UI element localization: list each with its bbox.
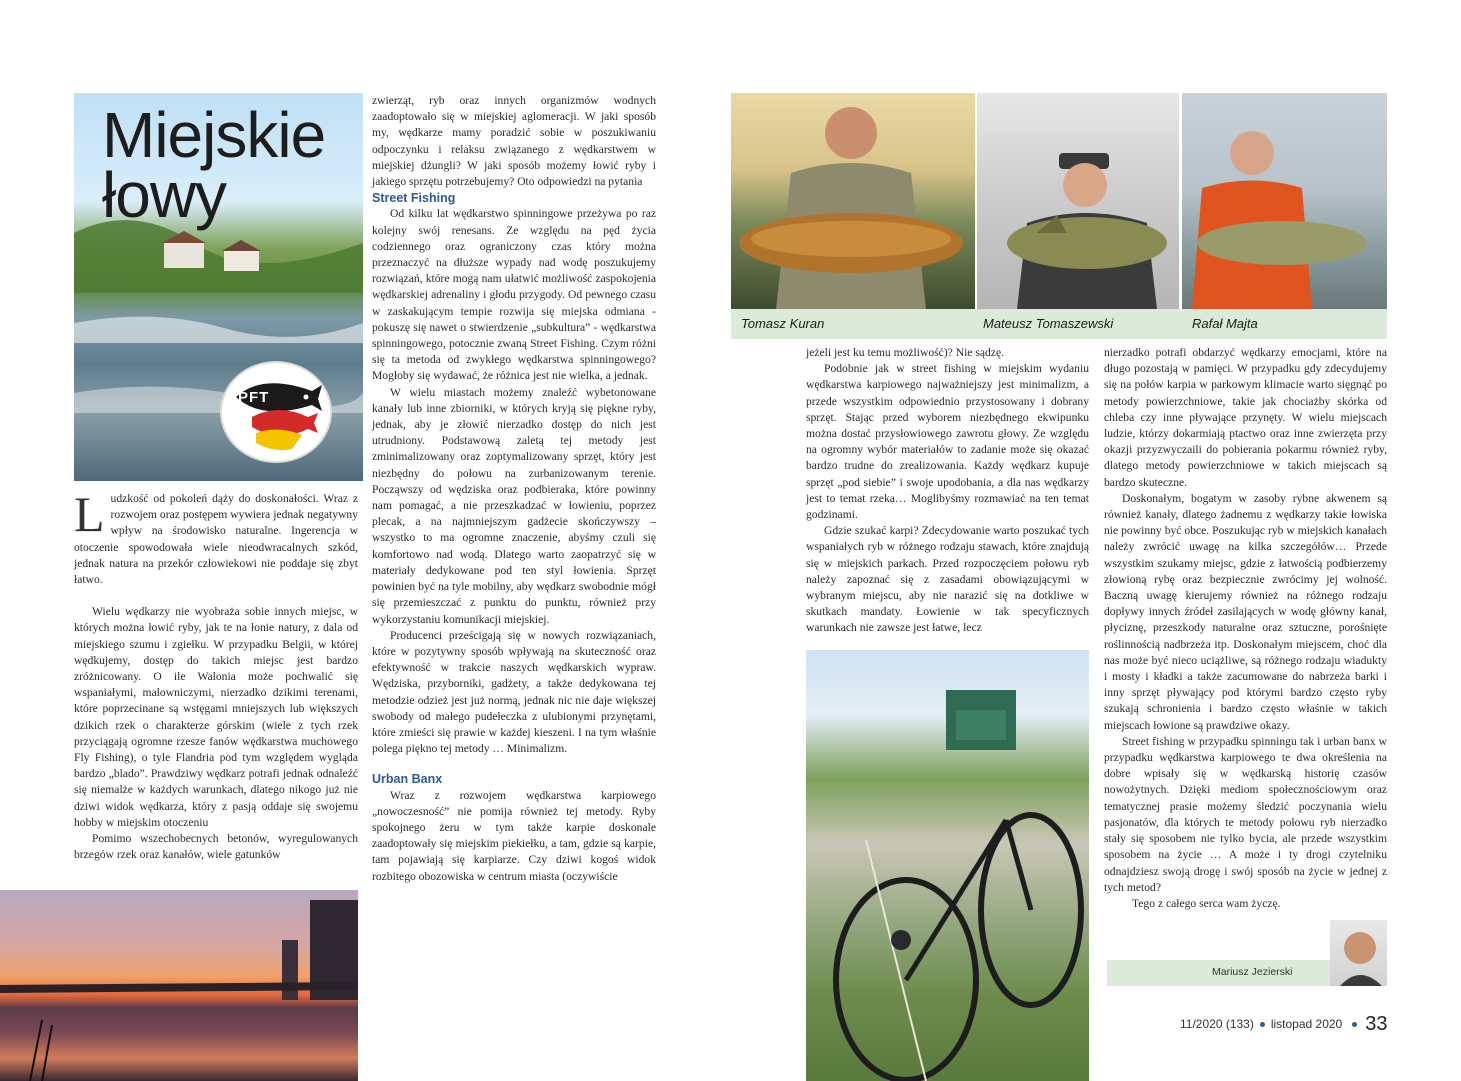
bicycle-photo: [806, 650, 1089, 1081]
author-photo: [1330, 920, 1387, 986]
angler-photo-2: [977, 93, 1179, 309]
article-title: [102, 99, 326, 231]
subheading-street-fishing: Street Fishing: [372, 191, 456, 206]
col2-paragraph-2: W wielu miastach możemy znaleźć wybetonowane kanały lub inne zbiorniki, w których kryją się piękne ryby, jednak, aby je złowić nierzadko dostęp do nich jest utrudniony. Podstawową zaletą tej metody jest zminimalizowany oraz zoptymalizowany sprzęt, który jest niezbędny do połowu na zurbanizowanym terenie. Począwszy od wędziska oraz podbieraka, które powinny nam pomagać, a nie przeszkadzać w łowieniu, poprzez plecak, a na najmniejszym gadżecie skończywszy – wszystko to ma ogromne znaczenie, abyśmy czuli się komfortowo nad wodą. Dlatego warto zaopatrzyć się w materiały dedykowane pod ten styl łowienia. Sprzęt powinien być na tyle mobilny, aby wędkarz swobodnie mógł się przemieszczać z punktu do punktu, również przy wykorzystaniu komunikacji miejskiej.: [372, 385, 656, 626]
pft-logo: [220, 361, 332, 463]
col3-paragraph-1: Podobnie jak w street fishing w miejskim wydaniu wędkarstwa karpiowego najważniejszy jest minimalizm, a przede wszystkim odpowiednio przystosowany i dobrany sprzęt. Stając przed wyborem niezbędnego ekwipunku można dostać przysłowiowego zawrotu głowy. Ze względu na ogromny wybór materiałów to zadanie może się okazać bardzo trudne do zrealizowania. Każdy wędkarz kupuje sprzęt „pod siebie” i swoje upodobania, a dla nas wędkarzy jest to temat rzeka… Moglibyśmy rozmawiać na ten temat godzinami.: [806, 362, 1089, 522]
subheading-urban-banx: Urban Banx: [372, 772, 443, 787]
col4-paragraph-3: Tego z całego serca wam życzę.: [1132, 896, 1281, 910]
logo-text: PFT: [238, 389, 270, 406]
col1-paragraph-1: Wielu wędkarzy nie wyobraża sobie innych miejsc, w których można łowić ryby, jak te na łonie natury, z dala od miejskiego szumu i zgiełku. W przypadku Belgii, w której wędkujemy, dostęp do takich miejsc jest bardzo zróżnicowany. O ile Walonia może pochwalić się wspaniałymi, malowniczymi, nierzadko dzikimi terenami, które poprzecinane są wstęgami mniejszych lub większych dzikich rzek o charakterze górskim (wiele z tych rzek przyciągają ogromne rzesze fanów wędkarstwa muchowego Fly Fishing), o tyle Flandria pod tym względem wygląda bardzo „blado”. Prawdziwy wędkarz potrafi jednak odnaleźć się niemalże w każdych warunkach, dlatego nikogo już nie dziwi widok wędkarza, który z pasją oddaje się swojemu hobby w miejskim otoczeniu: [74, 605, 358, 829]
caption-rafal: Rafał Majta: [1192, 316, 1258, 331]
issue-month: listopad 2020: [1270, 1017, 1343, 1031]
footer-dot-icon: [1260, 1022, 1265, 1027]
caption-tomasz: Tomasz Kuran: [741, 316, 825, 331]
page-footer: [1180, 1012, 1387, 1036]
page-number: 33: [1365, 1012, 1388, 1035]
intro-text: udzkość od pokoleń dąży do doskonałości. Wraz z rozwojem oraz postępem wywiera jednak negatywny wpływ na środowisko naturalne. Ingerencja w otoczenie spowodowała wiele nieodwracalnych szkód, jednak natura na przekór człowiekowi nie poddaje się zbyt łatwo.: [74, 492, 358, 587]
col2-paragraph-0: zwierząt, ryb oraz innych organizmów wodnych zaadoptowało się w miejskiej aglomeracji. W jaki sposób my, wędkarze mamy poradzić sobie w poszukiwaniu odpoczynku i relaksu związanego z wędkarstwem w miejskiej dżungli? W jaki sposób możemy łowić ryby i jakiego sprzętu potrzebujemy? Oto odpowiedzi na pytania: [372, 94, 656, 189]
col3-paragraph-2: Gdzie szukać karpi? Zdecydowanie warto poszukać tych wspaniałych ryb w różnego rodzaju stawach, które znajdują się w miejskich parkach. Przed rozpoczęciem połowu ryb należy zapoznać się z zasadami obowiązującymi w wybranym miejscu, aby nie narazić się na dotkliwe w skutkach mandaty. Łowienie w tak specyficznych warunkach nie zawsze jest łatwe, lecz: [806, 524, 1089, 635]
column-1: [74, 486, 358, 863]
col3-paragraph-0: jeżeli jest ku temu możliwość)? Nie sądzę.: [806, 346, 1004, 359]
drop-cap: L: [74, 486, 105, 542]
col2-paragraph-3: Producenci prześcigają się w nowych rozwiązaniach, które w pozytywny sposób wpływają na skuteczność oraz efektywność w trakcie naszych wędkarskich wypraw. Wędziska, przyborniki, gadżety, a także dedykowana tej metodzie odzież jest już normą, jednak nic nie daje większej swobody od małego pudełeczka z ulubionymi przynętami, które zmieści się prawie w każdej kieszeni. I na tym właśnie polega piękno tej metody … Minimalizm.: [372, 628, 656, 756]
column-2: [372, 93, 656, 885]
author-name: Mariusz Jezierski: [1212, 966, 1293, 978]
col1-paragraph-2: Pomimo wszechobecnych betonów, wyregulowanych brzegów rzek oraz kanałów, wiele gatunków: [74, 832, 358, 862]
column-3: [806, 345, 1089, 637]
col2-paragraph-4: Wraz z rozwojem wędkarstwa karpiowego „nowoczesność” nie pomija również tej metody. Ryby spokojnego żeru w tym także karpie doskonale zaadoptowały się miejskim piekiełku, a tam, gdzie są karpie, tam pojawiają się karpiarze. Czy dziwi kogoś widok rozbitego obozowiska w centrum miasta (oczywiście: [372, 788, 656, 883]
col4-paragraph-1: Doskonałym, bogatym w zasoby rybne akwenem są również kanały, dlatego żadnemu z wędkarzy takie łowiska nie powinny być obce. Poszukując ryb w miejskich kanałach należy zwrócić uwagę na kilka szczegółów… Przede wszystkim szukamy miejsc, gdzie z łatwością podbierzemy złowioną rybę oraz bezpiecznie zwrócimy jej wolność. Baczną uwagę kierujemy również na różnego rodzaju dopływy innych źródeł zasilających w wodę główny kanał, płyciznę, przeszkody naturalne oraz sztuczne, porośnięte roślinnością nadbrzeża itp. Doskonałym miejscem, choć dla nas może być nieco uciążliwe, są różnego rodzaju wiadukty i mosty i kładki a także zacumowane do nabrzeża barki i inny sprzęt pływający pod którymi bardzo często ryby szukają schronienia i bardzo często właśnie w takich miejscach łowione są prawdziwe okazy.: [1104, 491, 1387, 732]
col4-paragraph-2: Street fishing w przypadku spinningu tak i urban banx w przypadku wędkarstwa karpiowego te dwa określenia na dobre wpisały się w wędkarską historię czasów nowożytnych. Dzięki mediom społecznościowym oraz tematycznej prasie możemy śledzić poczynania wielu pasjonatów, dla których te metody połowu ryb nierzadko stały się sposobem nie tylko bycia, ale przede wszystkim sposobem na życie … A może i ty drogi czytelniku odnajdziesz swoją drogę i swój sposób na życie w jednej z tych metod?: [1104, 734, 1387, 894]
river-photo: [74, 93, 363, 481]
title-line-1: Miejskie: [102, 99, 326, 171]
column-4: [1104, 345, 1387, 912]
title-line-2: łowy: [102, 159, 227, 231]
col4-paragraph-0: nierzadko potrafi obdarzyć wędkarzy emocjami, które na długo pozostają w pamięci. W przypadku gdy zdecydujemy się na połów karpia w parkowym klimacie warto sięgnąć po metody powierzchniowe, takie jak chociażby skórka od chleba czy inne pływające przynęty. W wielu miejscach ludzie, którzy dokarmiają ptactwo oraz inne zwierzęta przy okazji przyzwyczaili do pobierania pokarmu również ryby, dlatego metody powierzchniowe w takich miejscach są bardzo skuteczne.: [1104, 346, 1387, 489]
angler-photo-1: [731, 93, 975, 309]
intro-paragraph: [74, 486, 358, 588]
footer-dot-icon: [1352, 1022, 1357, 1027]
issue-number: 11/2020 (133): [1180, 1017, 1254, 1031]
angler-photo-3: [1182, 93, 1387, 309]
caption-mateusz: Mateusz Tomaszewski: [983, 316, 1114, 331]
col2-paragraph-1: Od kilku lat wędkarstwo spinningowe przeżywa po raz kolejny swój renesans. Ze względu na pęd życia codziennego oraz ograniczony czas który można przeznaczyć na dłuższe wypady nad wodę poszukujemy rozwiązań, które mogą nam ułatwić możliwość zaspokojenia wędkarskiej adrenaliny i głodu przygody. Od pewnego czasu w zaskakującym tempie rozwija się miejska odmiana - pokuszę się nawet o stwierdzenie „subkultura” - wędkarstwa spinningowego, potocznie zwaną Street Fishing. Czym różni się ta metoda od zwykłego wędkarstwa spinningowego? Mogłoby się wydawać, że różnica jest nie wielka, a jednak.: [372, 207, 656, 383]
sunset-photo: [0, 890, 358, 1081]
